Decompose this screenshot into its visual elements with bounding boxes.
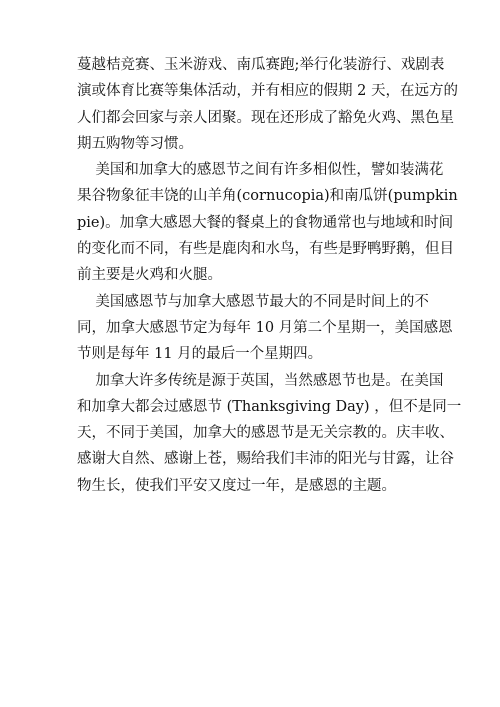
paragraph-3 [77,289,453,368]
text-line: 演或体育比赛等集体活动，并有相应的假期 2 天，在远方的 [77,83,458,100]
document-body [77,52,462,499]
text-line: 的变化而不同，有些是鹿肉和水鸟，有些是野鸭野鹅，但目 [77,241,454,258]
text-line: 前主要是火鸡和火腿。 [77,267,222,284]
text-line: 和加拿大都会过感恩节 (Thanksgiving Day) ，但不是同一 [77,398,462,415]
text-line: 美国感恩节与加拿大感恩节最大的不同是时间上的不 [77,293,429,310]
text-line: 人们都会回家与亲人团聚。现在还形成了豁免火鸡、黑色星 [77,109,454,126]
text-line: 美国和加拿大的感恩节之间有许多相似性，譬如装满花 [77,162,444,179]
paragraph-1 [77,52,458,157]
text-line: pie)。加拿大感恩大餐的餐桌上的食物通常也与地域和时间 [77,214,454,231]
paragraph-2 [77,157,458,288]
text-line: 节则是每年 11 月的最后一个星期四。 [77,346,323,363]
paragraph-4 [77,368,462,499]
text-line: 果谷物象征丰饶的山羊角(cornucopia)和南瓜饼(pumpkin [77,188,458,205]
text-line: 物生长，使我们平安又度过一年，是感恩的主题。 [77,477,396,494]
text-line: 同，加拿大感恩节定为每年 10 月第二个星期一，美国感恩 [77,319,453,336]
text-line: 蔓越桔竞赛、玉米游戏、南瓜赛跑;举行化装游行、戏剧表 [77,57,445,73]
text-line: 期五购物等习惯。 [77,135,193,152]
text-line: 感谢大自然、感谢上苍，赐给我们丰沛的阳光与甘露，让谷 [77,451,454,468]
text-line: 天，不同于美国，加拿大的感恩节是无关宗教的。庆丰收、 [77,425,454,442]
text-line: 加拿大许多传统是源于英国，当然感恩节也是。在美国 [77,372,444,389]
